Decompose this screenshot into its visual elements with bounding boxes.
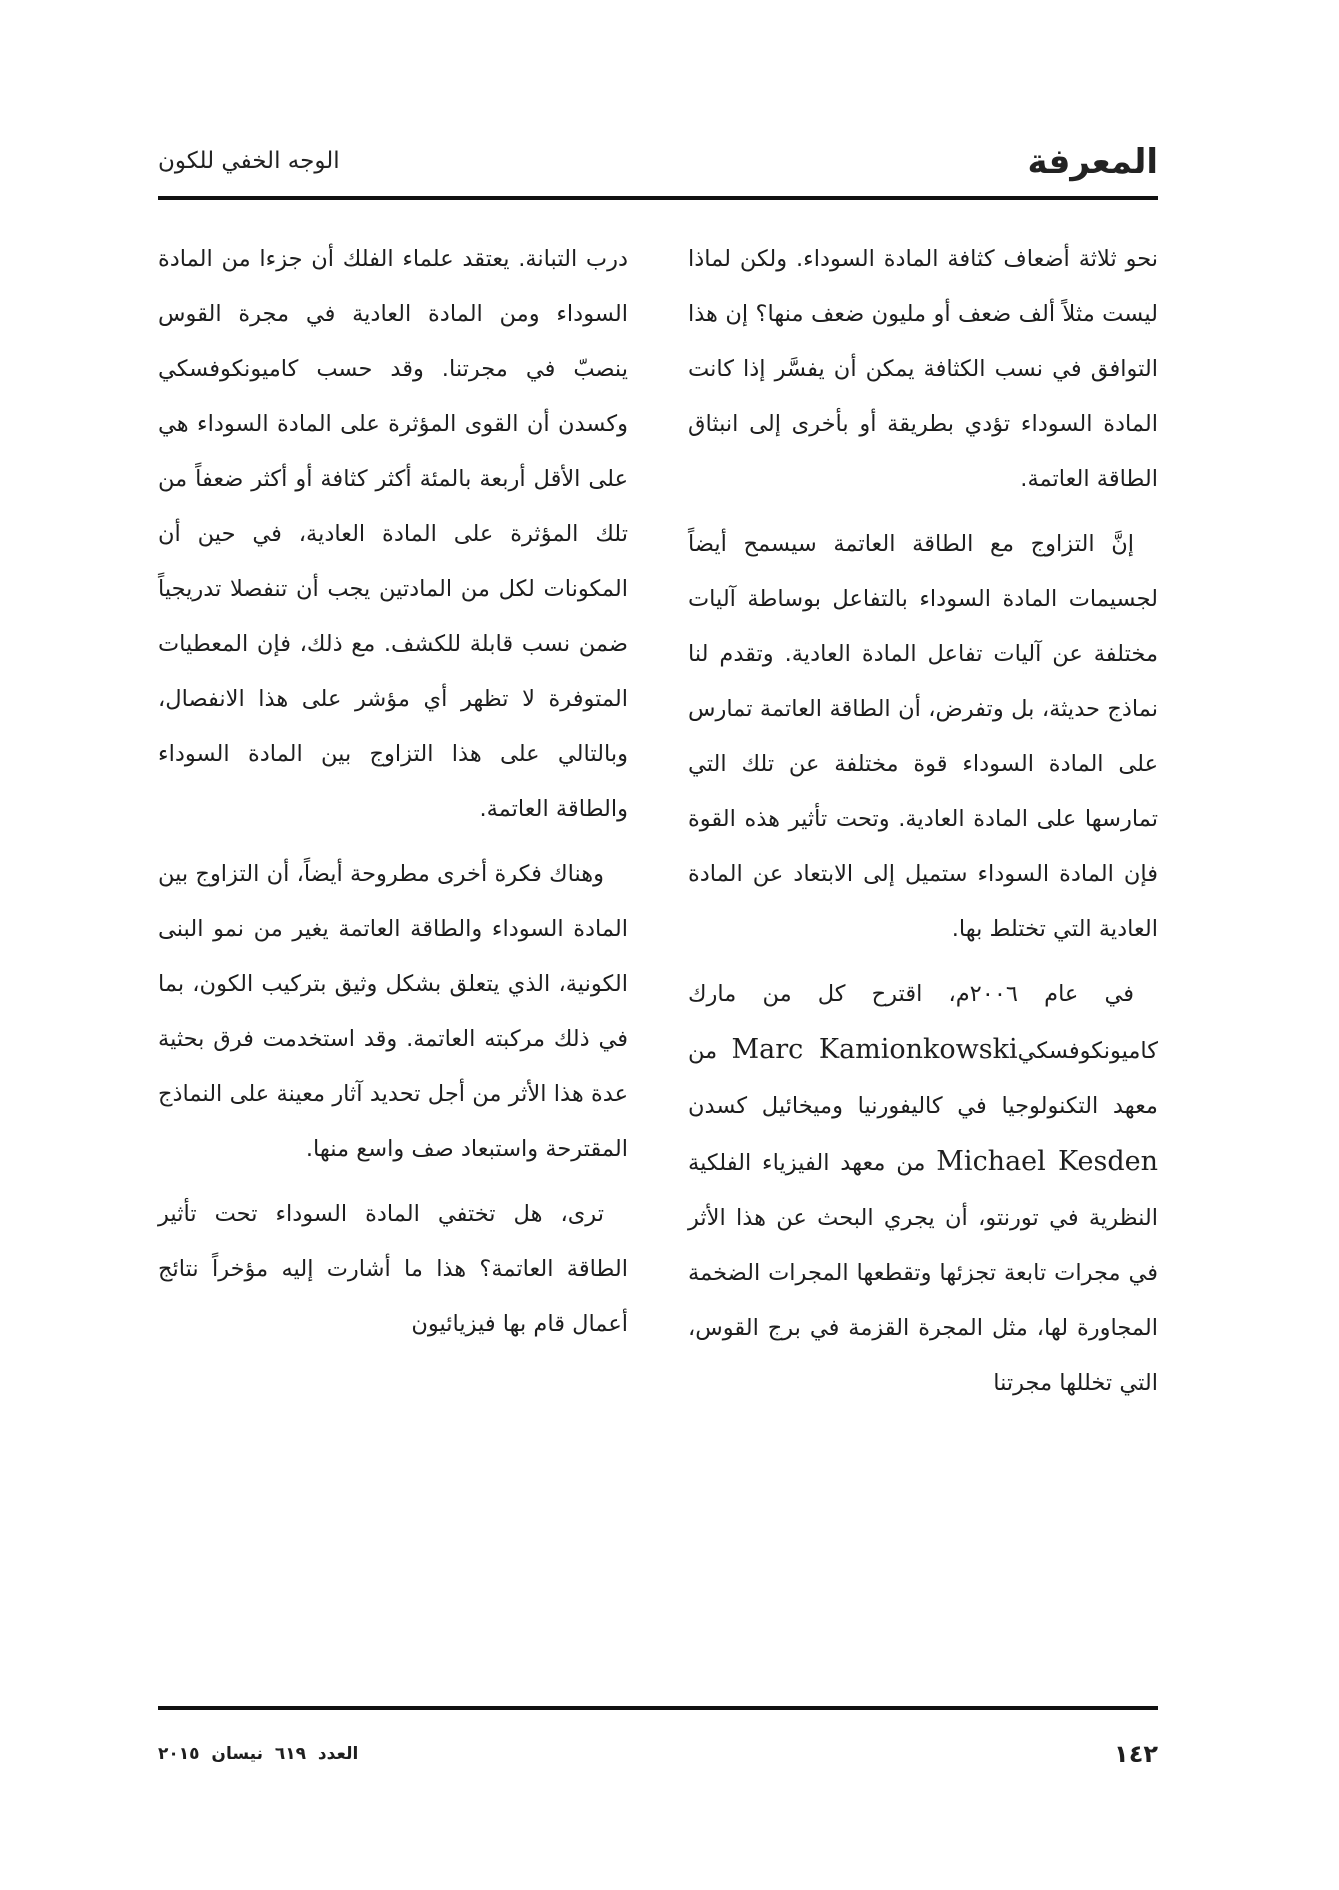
paragraph: ترى، هل تختفي المادة السوداء تحت تأثير الطاقة العاتمة؟ هذا ما أشارت إليه مؤخراً نتائج أعمال قام بها فيزيائيون bbox=[158, 1201, 628, 1337]
paragraph bbox=[688, 967, 1158, 1411]
header-rule bbox=[158, 196, 1158, 200]
footer-rule bbox=[158, 1706, 1158, 1710]
paragraph: وهناك فكرة أخرى مطروحة أيضاً، أن التزاوج بين المادة السوداء والطاقة العاتمة يغير من نمو البنى الكونية، الذي يتعلق بشكل وثيق بتركيب الكون، بما في ذلك مركبته العاتمة. وقد استخدمت فرق بحثية عدة هذا الأثر من أجل تحديد آثار معينة على النماذج المقترحة واستبعاد صف واسع منها. bbox=[158, 861, 628, 1162]
page-header bbox=[158, 140, 1158, 188]
paragraph: نحو ثلاثة أضعاف كثافة المادة السوداء. ولكن لماذا ليست مثلاً ألف ضعف أو مليون ضعف منها؟ إن هذا التوافق في نسب الكثافة يمكن أن يفسَّر إذا كانت المادة السوداء تؤدي بطريقة أو بأخرى إلى انبثاق الطاقة العاتمة. bbox=[688, 246, 1158, 492]
page-footer bbox=[158, 1738, 1158, 1778]
latin-name: Michael Kesden bbox=[936, 1146, 1158, 1177]
paragraph-text: من معهد الفيزياء الفلكية النظرية في تورنتو، أن يجري البحث عن هذا الأثر في مجرات تابعة تجزئها وتقطعها المجرات الضخمة المجاورة لها، مثل المجرة القزمة في برج القوس، التي تخللها مجرتنا bbox=[688, 1150, 1158, 1396]
latin-name: Marc Kamionkowski bbox=[731, 1034, 1018, 1065]
paragraph-text: من معهد التكنولوجيا في كاليفورنيا وميخائيل كسدن bbox=[688, 1038, 1158, 1119]
right-column bbox=[688, 232, 1158, 1421]
magazine-logo: المعرفة bbox=[1027, 142, 1158, 182]
paragraph: درب التبانة. يعتقد علماء الفلك أن جزءا من المادة السوداء ومن المادة العادية في مجرة القوس ينصبّ في مجرتنا. وقد حسب كاميونكوفسكي وكسدن أن القوى المؤثرة على المادة السوداء هي على الأقل أربعة بالمئة أكثر كثافة أو أكثر ضعفاً من تلك المؤثرة على المادة العادية، في حين أن المكونات لكل من المادتين يجب أن تنفصلا تدريجياً ضمن نسب قابلة للكشف. مع ذلك، فإن المعطيات المتوفرة لا تظهر أي مؤشر على هذا الانفصال، وبالتالي على هذا التزاوج بين المادة السوداء والطاقة العاتمة. bbox=[158, 246, 628, 822]
left-column bbox=[158, 232, 628, 1362]
issue-info: العدد ٦١٩ نيسان ٢٠١٥ bbox=[158, 1744, 359, 1764]
page-number: ١٤٢ bbox=[1114, 1740, 1158, 1768]
paragraph-text: في عام ٢٠٠٦م، اقترح كل من مارك كاميونكوفسكي bbox=[688, 981, 1158, 1064]
running-title: الوجه الخفي للكون bbox=[158, 148, 340, 174]
paragraph: إنَّ التزاوج مع الطاقة العاتمة سيسمح أيضاً لجسيمات المادة السوداء بالتفاعل بوساطة آليات مختلفة عن آليات تفاعل المادة العادية. وتقدم لنا نماذج حديثة، بل وتفرض، أن الطاقة العاتمة تمارس على المادة السوداء قوة مختلفة عن تلك التي تمارسها على المادة العادية. وتحت تأثير هذه القوة فإن المادة السوداء ستميل إلى الابتعاد عن المادة العادية التي تختلط بها. bbox=[688, 531, 1158, 942]
